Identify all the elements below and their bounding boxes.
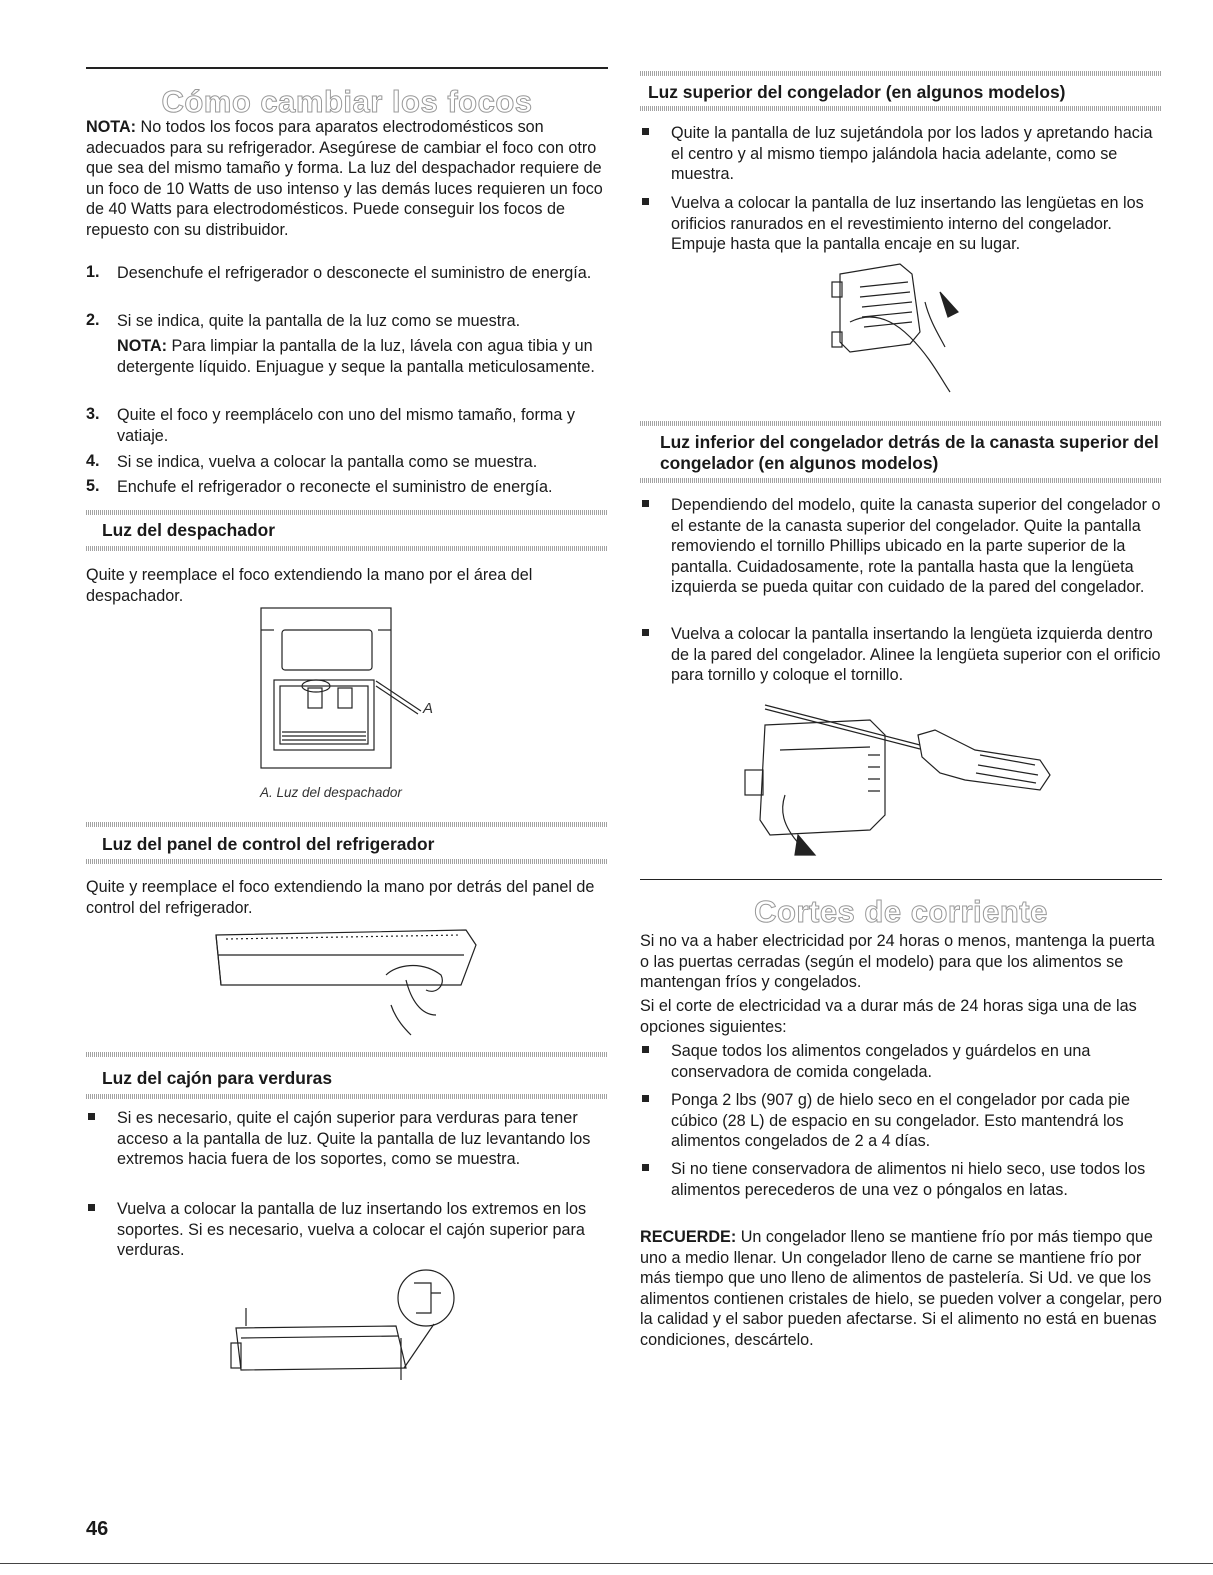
- page-number: 46: [86, 1518, 109, 1540]
- hatch-divider: [86, 822, 608, 827]
- section-title-bulbs: Cómo cambiar los focos: [161, 84, 533, 119]
- step-number: 5.: [86, 477, 100, 495]
- step-text: Enchufe el refrigerador o reconecte el suministro de energía.: [117, 478, 553, 496]
- bullet: [642, 198, 649, 205]
- hatch-divider: [640, 106, 1162, 111]
- callout-a: A: [423, 700, 434, 717]
- intro-note: [86, 117, 608, 240]
- remember-label: RECUERDE:: [640, 1228, 737, 1246]
- section-rule: [640, 879, 1162, 880]
- note-label: NOTA:: [86, 118, 137, 136]
- heading-lower-freezer: Luz inferior del congelador detrás de la canasta superior del congelador (en algunos modelos): [660, 432, 1159, 473]
- control-panel-text: Quite y reemplace el foco extendiendo la mano por detrás del panel de control del refrigerador.: [86, 878, 595, 917]
- upper-freezer-bullet: Quite la pantalla de luz sujetándola por los lados y apretando hacia el centro y al mismo tiempo jalándola hacia adelante, como se muestra.: [671, 124, 1153, 183]
- step-note-text: Para limpiar la pantalla de la luz, lávela con agua tibia y un detergente líquido. Enjuague y seque la pantalla meticulosamente.: [117, 337, 595, 376]
- step-note: [117, 336, 607, 377]
- hatch-divider: [86, 1052, 608, 1057]
- top-rule: [86, 67, 608, 69]
- crisper-bullet: Vuelva a colocar la pantalla de luz insertando los extremos en los soportes. Si es necesario, vuelva a colocar el cajón superior para verduras.: [117, 1200, 587, 1259]
- step-text: Si se indica, vuelva a colocar la pantalla como se muestra.: [117, 453, 538, 471]
- hatch-divider: [86, 859, 608, 864]
- dispenser-illustration: [256, 606, 486, 776]
- outages-bullet: Si no tiene conservadora de alimentos ni hielo seco, use todos los alimentos perecederos de una vez o póngalos en latas.: [671, 1160, 1146, 1199]
- bullet: [642, 1095, 649, 1102]
- bottom-rule: [0, 1563, 1213, 1564]
- hatch-divider: [640, 478, 1162, 483]
- hatch-divider: [86, 546, 608, 551]
- dispenser-caption: A. Luz del despachador: [260, 785, 402, 800]
- bullet: [642, 629, 649, 636]
- crisper-bullet: Si es necesario, quite el cajón superior para verduras para tener acceso a la pantalla de luz. Quite la pantalla de luz levantando los extremos hacia fuera de los soportes, como se muestra.: [117, 1109, 591, 1168]
- remember-text: Un congelador lleno se mantiene frío por más tiempo que uno a medio llenar. Un congelador lleno de carne se mantiene frío por más tiempo que uno lleno de alimentos de pastelería. Si Ud. ve que los alimentos contienen cristales de hielo, se pueden volver a congelar, pero la calidad y el sabor pueden afectarse. Si el alimento no está en buenas condiciones, descártelo.: [640, 1228, 1162, 1349]
- note-text: No todos los focos para aparatos electrodomésticos son adecuados para su refrigerador. Asegúrese de cambiar el foco con otro que sea del mismo tamaño y forma. La luz del despachador requiere de un foco de 10 Watts de uso intenso y las demás luces requieren un foco de 40 Watts para electrodomésticos. Puede conseguir los focos de repuesto con su distribuidor.: [86, 118, 603, 239]
- outages-p2: Si el corte de electricidad va a durar más de 24 horas siga una de las opciones siguientes:: [640, 997, 1137, 1036]
- lower-freezer-illustration: [740, 695, 1070, 865]
- step-number: 1.: [86, 263, 100, 281]
- bullet: [642, 128, 649, 135]
- hatch-divider: [640, 421, 1162, 426]
- remember-paragraph: [640, 1227, 1162, 1350]
- crisper-illustration: [226, 1268, 466, 1383]
- control-panel-illustration: [206, 925, 486, 1045]
- bullet: [88, 1113, 95, 1120]
- upper-freezer-illustration: [830, 262, 980, 402]
- heading-dispenser: Luz del despachador: [102, 520, 275, 540]
- upper-freezer-bullet: Vuelva a colocar la pantalla de luz insertando las lengüetas en los orificios ranurados en el revestimiento interno del congelador. Empuje hasta que la pantalla encaje en su lugar.: [671, 194, 1144, 253]
- bullet: [642, 500, 649, 507]
- lower-freezer-bullet: Dependiendo del modelo, quite la canasta superior del congelador o el estante de la canasta superior del congelador. Quite la pantalla removiendo el tornillo Phillips ubicado en la parte superior de la pantalla. Cuidadosamente, rote la pantalla hasta que la lengüeta izquierda se pueda quitar con cuidado de la pared del congelador.: [671, 496, 1161, 596]
- outages-bullet: Saque todos los alimentos congelados y guárdelos en una conservadora de comida congelada.: [671, 1042, 1091, 1081]
- step-text: Desenchufe el refrigerador o desconecte el suministro de energía.: [117, 264, 592, 282]
- outages-p1: Si no va a haber electricidad por 24 horas o menos, mantenga la puerta o las puertas cerradas (según el modelo) para que los alimentos se mantengan fríos y congelados.: [640, 932, 1155, 991]
- step-text: Si se indica, quite la pantalla de la luz como se muestra.: [117, 312, 521, 330]
- section-title-outages: Cortes de corriente: [754, 894, 1048, 929]
- lower-freezer-bullet: Vuelva a colocar la pantalla insertando la lengüeta izquierda dentro de la pared del congelador. Alinee la lengüeta superior con el orificio para tornillo y coloque el tornillo.: [671, 625, 1161, 684]
- bullet: [642, 1046, 649, 1053]
- hatch-divider: [640, 71, 1162, 76]
- heading-upper-freezer: Luz superior del congelador (en algunos modelos): [648, 82, 1066, 102]
- hatch-divider: [86, 1094, 608, 1099]
- bullet: [88, 1204, 95, 1211]
- bullet: [642, 1164, 649, 1171]
- dispenser-text: Quite y reemplace el foco extendiendo la mano por el área del despachador.: [86, 566, 533, 605]
- step-number: 4.: [86, 452, 100, 470]
- step-note-label: NOTA:: [117, 337, 168, 355]
- outages-bullet: Ponga 2 lbs (907 g) de hielo seco en el congelador por cada pie cúbico (28 L) de espacio en su congelador. Esto mantendrá los alimentos congelados de 2 a 4 días.: [671, 1091, 1130, 1150]
- heading-crisper: Luz del cajón para verduras: [102, 1068, 333, 1088]
- heading-control-panel: Luz del panel de control del refrigerador: [102, 834, 435, 854]
- step-number: 2.: [86, 311, 100, 329]
- step-text: Quite el foco y reemplácelo con uno del mismo tamaño, forma y vatiaje.: [117, 406, 575, 445]
- step-number: 3.: [86, 405, 100, 423]
- hatch-divider: [86, 510, 608, 515]
